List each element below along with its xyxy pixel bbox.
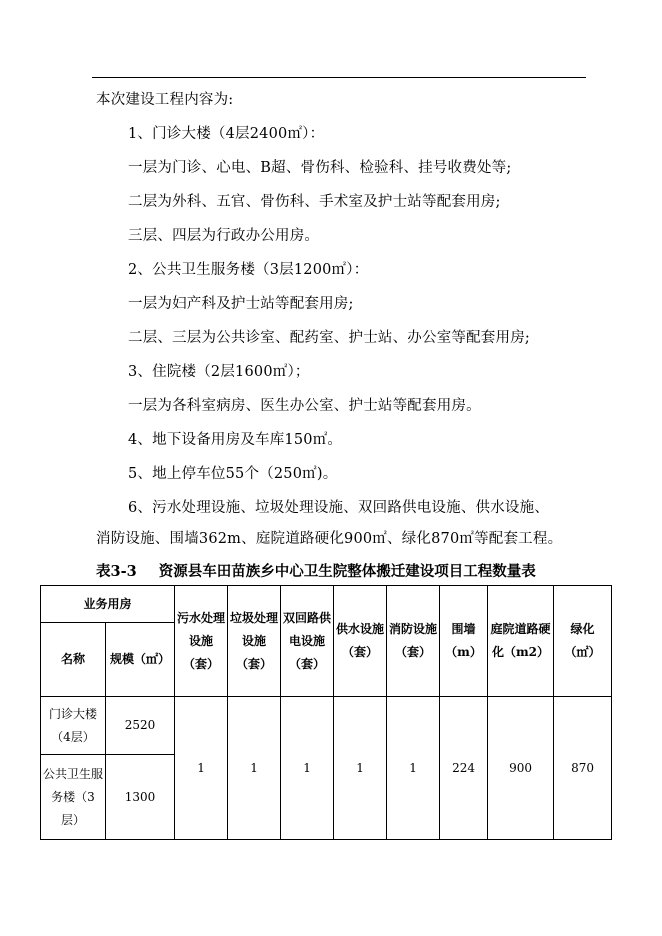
intro-line: 本次建设工程内容为: bbox=[96, 92, 234, 108]
header-fire: 消防设施（套） bbox=[387, 586, 440, 697]
item-4: 4、地下设备用房及车库150㎡。 bbox=[128, 432, 343, 448]
quantity-table bbox=[40, 585, 612, 840]
item-6-line-2: 消防设施、围墙362m、庭院道路硬化900㎡、绿化870㎡等配套工程。 bbox=[96, 531, 563, 547]
item-1-floor-2: 二层为外科、五官、骨伤科、手术室及护士站等配套用房; bbox=[128, 194, 501, 210]
row-name: 门诊大楼（4层） bbox=[41, 697, 106, 755]
header-rule bbox=[92, 77, 586, 78]
table-caption-title: 资源县车田苗族乡中心卫生院整体搬迁建设项目工程数量表 bbox=[158, 563, 536, 580]
row-scale: 1300 bbox=[106, 755, 175, 840]
row-scale: 2520 bbox=[106, 697, 175, 755]
item-5: 5、地上停车位55个（250㎡)。 bbox=[128, 466, 338, 482]
header-group-business: 业务用房 bbox=[41, 586, 175, 623]
header-road: 庭院道路硬化（m2） bbox=[488, 586, 554, 697]
value-sewage: 1 bbox=[175, 697, 228, 840]
row-name: 公共卫生服务楼（3层） bbox=[41, 755, 106, 840]
header-wall: 围墙（m） bbox=[440, 586, 488, 697]
item-2-floor-1: 一层为妇产科及护士站等配套用房; bbox=[128, 296, 354, 312]
header-garbage: 垃圾处理设施（套） bbox=[228, 586, 281, 697]
header-green: 绿化（㎡） bbox=[554, 586, 612, 697]
item-2-title: 2、公共卫生服务楼（3层1200㎡）： bbox=[128, 262, 369, 278]
value-garbage: 1 bbox=[228, 697, 281, 840]
item-3-title: 3、住院楼（2层1600㎡）； bbox=[128, 364, 310, 380]
value-green: 870 bbox=[554, 697, 612, 840]
value-fire: 1 bbox=[387, 697, 440, 840]
item-1-title: 1、门诊大楼（4层2400㎡）： bbox=[128, 126, 325, 142]
item-3-floor-1: 一层为各科室病房、医生办公室、护士站等配套用房。 bbox=[128, 398, 481, 414]
header-dual-power: 双回路供电设施（套） bbox=[281, 586, 334, 697]
value-dual-power: 1 bbox=[281, 697, 334, 840]
table-caption bbox=[96, 560, 536, 581]
value-water-supply: 1 bbox=[334, 697, 387, 840]
table-caption-number: 表3-3 bbox=[96, 563, 137, 580]
item-2-floor-2-3: 二层、三层为公共诊室、配药室、护士站、办公室等配套用房; bbox=[128, 330, 530, 346]
item-1-floor-3-4: 三层、四层为行政办公用房。 bbox=[128, 228, 320, 244]
item-1-floor-1: 一层为门诊、心电、B超、骨伤科、检验科、挂号收费处等; bbox=[128, 160, 512, 176]
header-name: 名称 bbox=[41, 623, 106, 697]
header-scale: 规模（㎡） bbox=[106, 623, 175, 697]
value-wall: 224 bbox=[440, 697, 488, 840]
item-6-line-1: 6、污水处理设施、垃圾处理设施、双回路供电设施、供水设施、 bbox=[128, 500, 550, 516]
header-sewage: 污水处理设施（套） bbox=[175, 586, 228, 697]
header-water-supply: 供水设施（套） bbox=[334, 586, 387, 697]
value-road: 900 bbox=[488, 697, 554, 840]
